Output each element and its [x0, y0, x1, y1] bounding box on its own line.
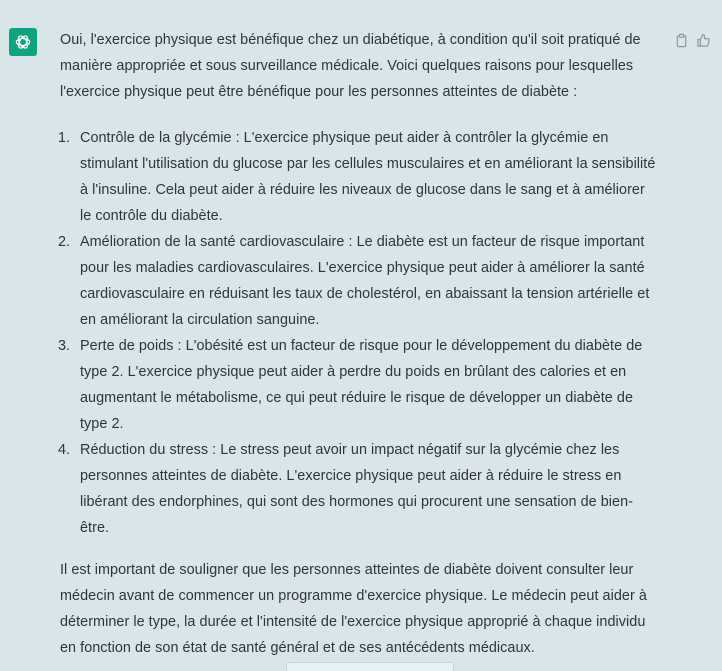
assistant-avatar: [9, 28, 37, 56]
list-item-number: 1.: [58, 130, 71, 146]
intro-paragraph: Oui, l'exercice physique est bénéfique chez un diabétique, à condition qu'il soit pratiqué de manière appropriée et sous surveillance médicale. Voici quelques raisons pour lesquelles l'exercice physique peut être bénéfique pour les personnes atteintes de diabète :: [60, 32, 641, 100]
list-item-number: 4.: [58, 442, 71, 458]
openai-logo-icon: [13, 32, 33, 52]
list-item: [60, 125, 660, 229]
clipboard-icon: [674, 33, 689, 48]
thumbs-up-icon: [696, 33, 711, 48]
list-item-number: 2.: [58, 234, 71, 250]
list-item: [60, 333, 660, 437]
list-item: [60, 437, 660, 541]
conclusion-paragraph: Il est important de souligner que les personnes atteintes de diabète doivent consulter leur médecin avant de commencer un programme d'exercice physique. Le médecin peut aider à déterminer le type, la durée et l'intensité de l'exercice physique approprié à chaque individu en fonction de son état de santé général et de ses antécédents médicaux.: [60, 562, 647, 656]
list-item-text: Amélioration de la santé cardiovasculaire : Le diabète est un facteur de risque important pour les maladies cardiovasculaires. L'exercice physique peut aider à améliorer la santé cardiovasculaire en réduisant les taux de cholestérol, en abaissant la tension artérielle et en améliorant la circulation sanguine.: [80, 234, 650, 328]
list-item: [60, 229, 660, 333]
list-item-text: Perte de poids : L'obésité est un facteur de risque pour le développement du diabète de type 2. L'exercice physique peut aider à perdre du poids en brûlant des calories et en augmentant le métabolisme, ce qui peut réduire le risque de développer un diabète de type 2.: [80, 338, 643, 432]
message-actions: [672, 31, 712, 49]
reasons-list: [60, 125, 660, 541]
message-content: [60, 27, 660, 661]
like-button[interactable]: [694, 31, 712, 49]
list-item-text: Contrôle de la glycémie : L'exercice physique peut aider à contrôler la glycémie en stimulant l'utilisation du glucose par les cellules musculaires et en améliorant la sensibilité à l'insuline. Cela peut aider à réduire les niveaux de glucose dans le sang et à améliorer le contrôle du diabète.: [80, 130, 656, 224]
list-item-number: 3.: [58, 338, 71, 354]
list-item-text: Réduction du stress : Le stress peut avoir un impact négatif sur la glycémie chez les personnes atteintes de diabète. L'exercice physique peut aider à réduire le stress en libérant des endorphines, qui sont des hormones qui procurent une sensation de bien-être.: [80, 442, 634, 536]
copy-button[interactable]: [672, 31, 690, 49]
